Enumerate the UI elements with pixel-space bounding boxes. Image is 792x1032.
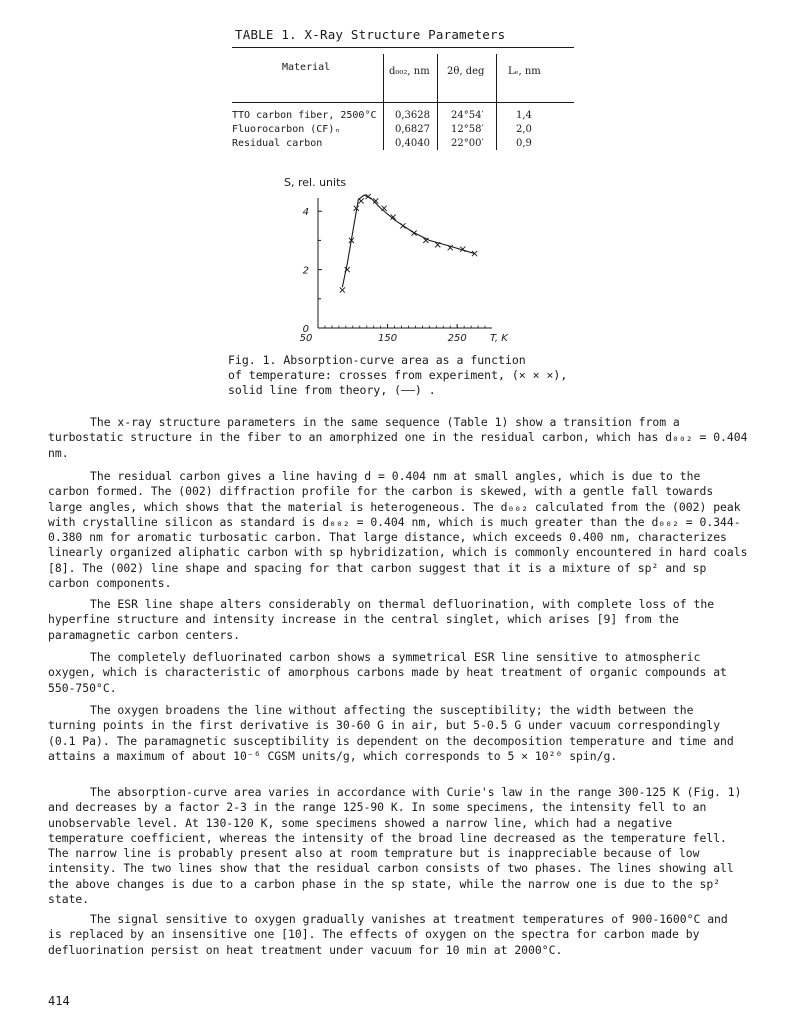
page-number: 414 — [48, 994, 70, 1008]
x-tick-label-150: 150 — [378, 333, 398, 344]
table-cell-material-1: TTO carbon fiber, 2500°C — [232, 110, 377, 121]
table-cell-lc-2: 2,0 — [516, 124, 532, 135]
paragraph-5 — [48, 703, 748, 764]
table-col-rule-3 — [496, 54, 497, 150]
table-cell-2theta-1: 24°54′ — [451, 110, 484, 121]
paragraph-4-text: The completely defluorinated carbon shows a symmetrical ESR line sensitive to atmospheric oxygen, which is characteristic of amorphous carbons made by heat treatment of organic compounds at 550-750°C. — [48, 650, 727, 695]
table-cell-2theta-2: 12°58′ — [451, 124, 484, 135]
table-col-rule-2 — [437, 54, 438, 150]
y-axis-label: S, rel. units — [284, 176, 347, 189]
figure-caption — [228, 353, 668, 398]
x-tick-label-50: 50 — [299, 333, 313, 344]
table-top-rule — [232, 47, 574, 48]
paragraph-5-text: The oxygen broadens the line without affecting the susceptibility; the width between the turning points in the first derivative is 30-60 G in air, but 5-0.5 G under vacuum correspondingly (0.1 Pa). The paramagnetic susceptibility is dependent on the decomposition temperature and time and attains a maximum of about 10⁻⁶ CGSM units/g, which corresponds to 5 × 10²⁰ spin/g. — [48, 703, 734, 763]
figure-caption-line-2: of temperature: crosses from experiment, (× × ×), — [228, 368, 568, 382]
figure-caption-line-3: solid line from theory, (——) . — [228, 383, 436, 397]
table-header-material: Material — [282, 62, 331, 73]
paragraph-1-text: The x-ray structure parameters in the same sequence (Table 1) show a transition from a turbostatic structure in the fiber to an amorphized one in the residual carbon, which has d₀₀₂ = 0.404 nm. — [48, 415, 748, 460]
paragraph-6-text: The absorption-curve area varies in accordance with Curie's law in the range 300-125 K (Fig. 1) and decreases by a factor 2-3 in the range 125-90 K. In some specimens, the intensity fell to an unobservable level. At 130-120 K, some specimens showed a narrow line, which had a negative temperature coefficient, whereas the intensity of the broad line decreased as the temperature fell. The narrow line is probably present also at room temprature but is inappreciable because of low intensity. The two lines show that the residual carbon consists of two phases. The lines showing all the above changes is due to a carbon phase in the sp state, while the narrow one is due to the sp² state. — [48, 785, 742, 907]
paragraph-7 — [48, 912, 748, 958]
paragraph-3 — [48, 597, 748, 643]
x-tick-label-250: 250 — [447, 333, 467, 344]
table-cell-2theta-3: 22°00′ — [451, 138, 484, 149]
table-header-lc: Lₑ, nm — [508, 66, 541, 77]
paragraph-2 — [48, 469, 748, 591]
table-cell-d002-3: 0,4040 — [395, 138, 430, 149]
y-tick-label-2: 2 — [302, 265, 309, 277]
table-cell-d002-2: 0,6827 — [395, 124, 430, 135]
table-cell-material-2: Fluorocarbon (CF)ₙ — [232, 124, 341, 135]
data-point-1 — [345, 267, 350, 272]
paragraph-3-text: The ESR line shape alters considerably on thermal defluorination, with complete loss of the hyperfine structure and intensity increase in the central singlet, which arises [9] from the paramagnetic carbon centers. — [48, 597, 715, 642]
table-header-2theta: 2θ, deg — [447, 66, 485, 77]
table-header-d002: d₀₀₂, nm — [389, 66, 430, 77]
figure-1-chart — [270, 172, 510, 348]
theory-line — [342, 195, 474, 287]
paragraph-6 — [48, 785, 748, 907]
paragraph-1 — [48, 415, 748, 461]
data-point-4 — [359, 198, 364, 203]
table-caption: TABLE 1. X-Ray Structure Parameters — [235, 27, 506, 42]
table-cell-d002-1: 0,3628 — [395, 110, 430, 121]
table-cell-lc-1: 1,4 — [516, 110, 532, 121]
table-cell-lc-3: 0,9 — [516, 138, 532, 149]
paragraph-2-text: The residual carbon gives a line having d = 0.404 nm at small angles, which is due to the carbon formed. The (002) diffraction profile for the carbon is skewed, with a gentle fall towards large angles, which shows that the material is heterogeneous. The d₀₀₂ calculated from the (002) peak with crystalline silicon as standard is d₀₀₂ = 0.404 nm, which is much greater than the d₀₀₂ = 0.344-0.380 nm for aromatic turbosatic carbon. That large distance, which exceeds 0.400 nm, characterizes linearly organized aliphatic carbon with sp hybridization, which is commonly encountered in hard coals [8]. The (002) line shape and spacing for that carbon suggest that it is a mixture of sp² and sp carbon components. — [48, 469, 748, 591]
data-point-7 — [382, 206, 387, 211]
chart-plot-area — [284, 176, 509, 344]
data-point-0 — [340, 287, 345, 292]
paragraph-4 — [48, 650, 748, 696]
y-tick-label-0: 0 — [302, 324, 309, 335]
table-col-rule-1 — [383, 54, 384, 150]
data-point-9 — [400, 223, 405, 228]
figure-caption-line-1: Fig. 1. Absorption-curve area as a function — [228, 353, 526, 367]
table-cell-material-3: Residual carbon — [232, 138, 323, 149]
table-header-rule — [232, 102, 574, 103]
y-tick-label-4: 4 — [302, 207, 309, 219]
x-axis-label: T, K — [490, 333, 508, 344]
paragraph-7-text: The signal sensitive to oxygen gradually vanishes at treatment temperatures of 900-1600°C and is replaced by an insensitive one [10]. The effects of oxygen on the spectra for carbon made by defluorination persist on heat treatment under vacuum for 10 min at 2000°C. — [48, 912, 728, 957]
